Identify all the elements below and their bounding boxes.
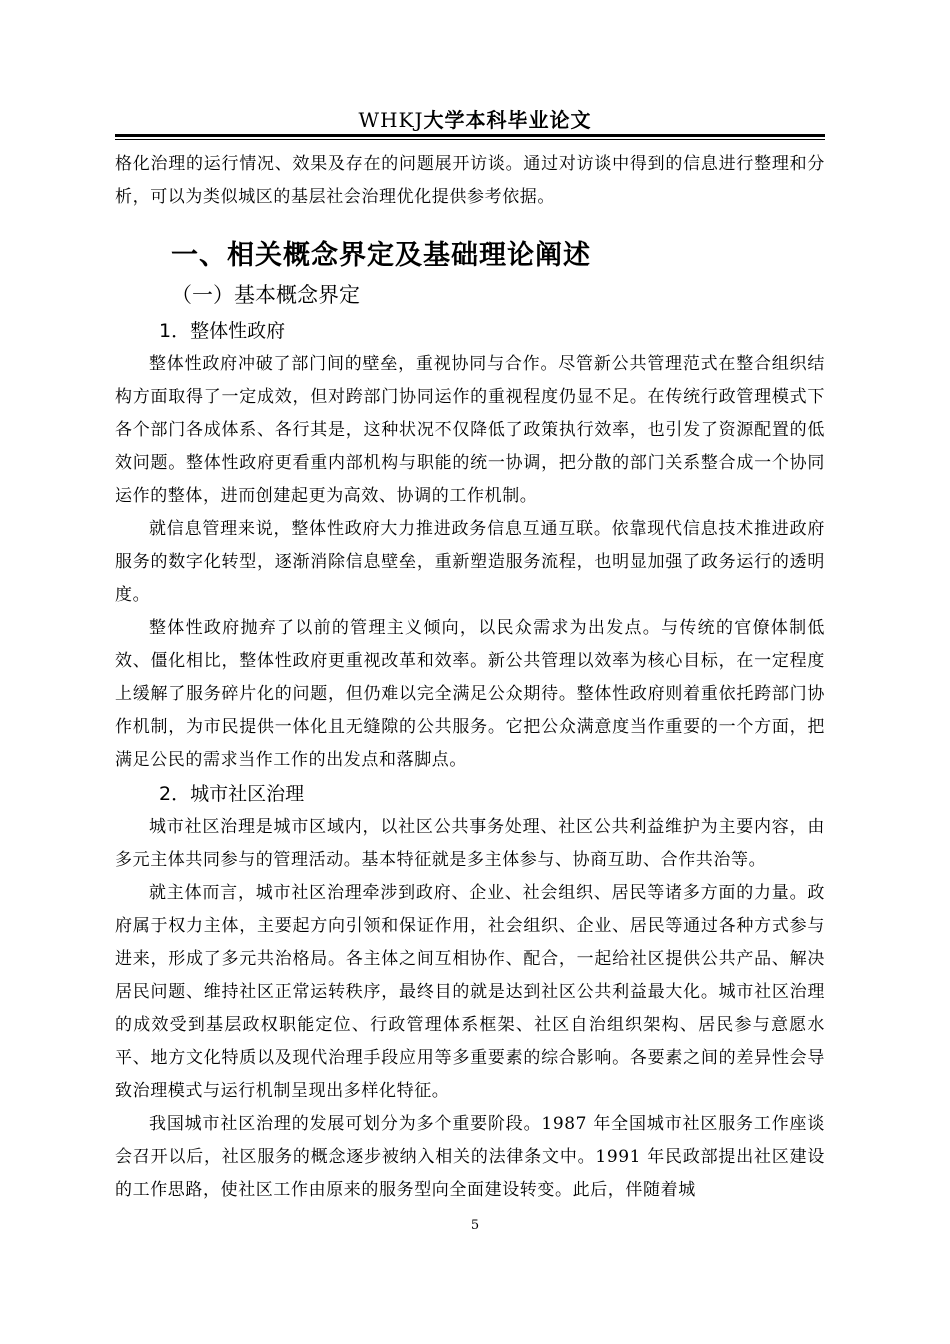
paragraph-1: 整体性政府冲破了部门间的壁垒，重视协同与合作。尽管新公共管理范式在整合组织结构方面取得了一定成效，但对跨部门协同运作的重视程度仍显不足。在传统行政管理模式下各个部门各成体系、各行其是，这种状况不仅降低了政策执行效率，也引发了资源配置的低效问题。整体性政府更看重内部机构与职能的统一协调，把分散的部门关系整合成一个协同运作的整体，进而创建起更为高效、协调的工作机制。 — [115, 354, 825, 506]
running-header — [0, 104, 950, 133]
header-title: 大学本科毕业论文 — [423, 108, 592, 132]
paragraph-3: 整体性政府抛弃了以前的管理主义倾向，以民众需求为出发点。与传统的官僚体制低效、僵化相比，整体性政府更重视改革和效率。新公共管理以效率为核心目标，在一定程度上缓解了服务碎片化的问题，但仍难以完全满足公众期待。整体性政府则着重依托跨部门协作机制，为市民提供一体化且无缝隙的公共服务。它把公众满意度当作重要的一个方面，把满足公民的需求当作工作的出发点和落脚点。 — [115, 618, 825, 770]
item-heading-1: 1．整体性政府 — [159, 320, 286, 342]
body-content — [115, 148, 825, 1207]
header-prefix: WHKJ — [358, 108, 424, 132]
intro-paragraph: 格化治理的运行情况、效果及存在的问题展开访谈。通过对访谈中得到的信息进行整理和分析，可以为类似城区的基层社会治理优化提供参考依据。 — [115, 154, 825, 207]
section-heading: 一、相关概念界定及基础理论阐述 — [171, 240, 591, 271]
paragraph-6: 我国城市社区治理的发展可划分为多个重要阶段。1987 年全国城市社区服务工作座谈会召开以后，社区服务的概念逐步被纳入相关的法律条文中。1991 年民政部提出社区建设的工作思路，使社区工作由原来的服务型向全面建设转变。此后，伴随着城 — [115, 1114, 825, 1200]
page-number: 5 — [470, 1218, 480, 1233]
header-rule — [115, 134, 825, 140]
paragraph-2: 就信息管理来说，整体性政府大力推进政务信息互通互联。依靠现代信息技术推进政府服务的数字化转型，逐渐消除信息壁垒，重新塑造服务流程，也明显加强了政务运行的透明度。 — [115, 519, 825, 605]
paragraph-5: 就主体而言，城市社区治理牵涉到政府、企业、社会组织、居民等诸多方面的力量。政府属于权力主体，主要起方向引领和保证作用，社会组织、企业、居民等通过各种方式参与进来，形成了多元共治格局。各主体之间互相协作、配合，一起给社区提供公共产品、解决居民问题、维持社区正常运转秩序，最终目的就是达到社区公共利益最大化。城市社区治理的成效受到基层政权职能定位、行政管理体系框架、社区自治组织架构、居民参与意愿水平、地方文化特质以及现代治理手段应用等多重要素的综合影响。各要素之间的差异性会导致治理模式与运行机制呈现出多样化特征。 — [115, 883, 825, 1101]
subsection-heading: （一）基本概念界定 — [171, 283, 360, 307]
paragraph-4: 城市社区治理是城市区域内，以社区公共事务处理、社区公共利益维护为主要内容，由多元主体共同参与的管理活动。基本特征就是多主体参与、协商互助、合作共治等。 — [115, 817, 825, 870]
item-heading-2: 2．城市社区治理 — [159, 783, 305, 805]
